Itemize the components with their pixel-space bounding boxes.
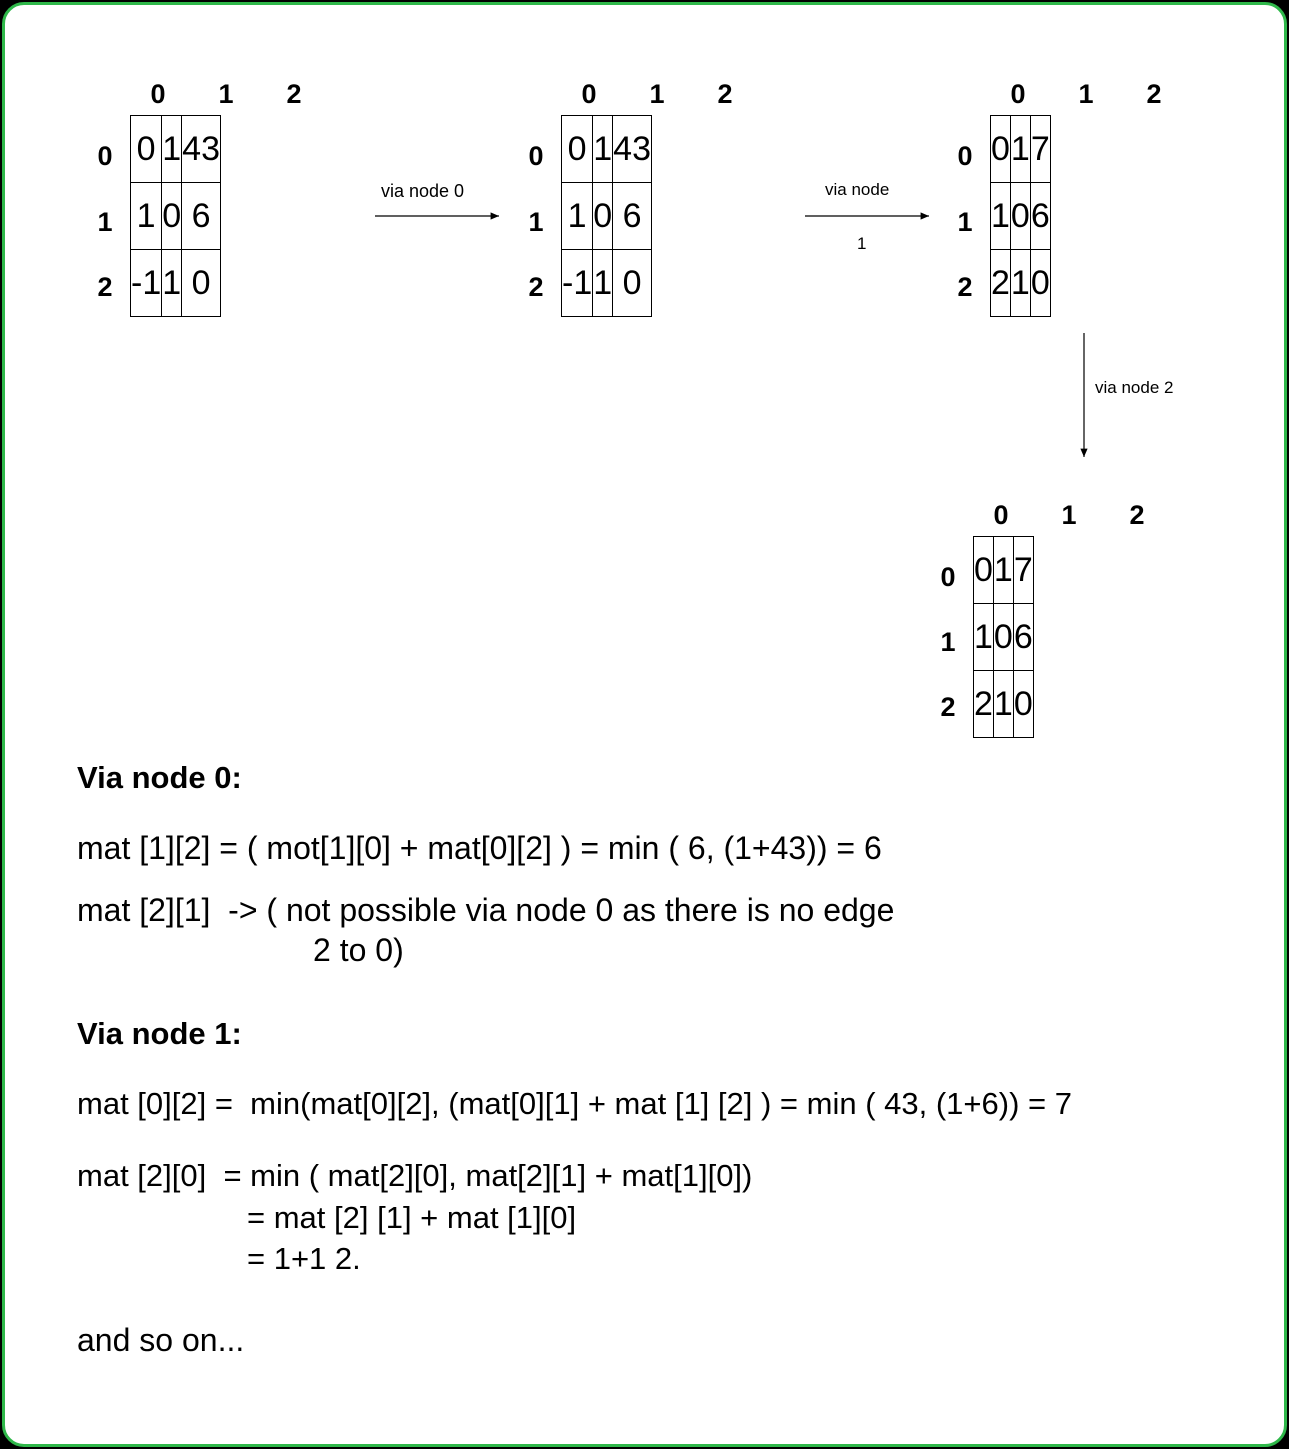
matrix-cell: 0 <box>974 537 994 604</box>
explanation-line: 2 to 0) <box>313 932 404 968</box>
arrow-label-via-node-2: via node 2 <box>1095 378 1174 397</box>
row-header: 2 <box>957 272 973 302</box>
matrix-cell: 6 <box>613 183 652 250</box>
matrix-cell: 1 <box>974 604 994 671</box>
col-header: 1 <box>1078 79 1094 109</box>
explanation-line: mat [0][2] = min(mat[0][2], (mat[0][1] + mat [1] [2] ) = min ( 43, (1+6)) = 7 <box>77 1086 1072 1121</box>
explanation-line: = mat [2] [1] + mat [1][0] <box>247 1200 577 1235</box>
col-header: 0 <box>993 500 1009 530</box>
matrix-cell: 2 <box>974 671 994 738</box>
matrix-cell: 1 <box>1010 250 1030 317</box>
arrow-label-via-node-1-number: 1 <box>857 234 867 253</box>
col-header: 1 <box>649 79 665 109</box>
matrix-cell: 0 <box>993 604 1013 671</box>
row-header: 1 <box>528 207 544 237</box>
matrix-cell: 0 <box>593 183 613 250</box>
explanation-line: mat [2][0] = min ( mat[2][0], mat[2][1] + mat[1][0]) <box>77 1158 753 1193</box>
row-header: 2 <box>940 692 956 722</box>
col-header: 2 <box>1129 500 1145 530</box>
matrix-cell: 1 <box>993 671 1013 738</box>
matrix-cell: 0 <box>1013 671 1033 738</box>
matrix-cell: 1 <box>162 250 182 317</box>
matrix-cell: 43 <box>182 116 221 183</box>
matrix-cell: 2 <box>991 250 1011 317</box>
row-header: 0 <box>957 141 973 171</box>
heading-via-node-1: Via node 1: <box>77 1016 242 1051</box>
explanation-line: = 1+1 2. <box>247 1241 361 1276</box>
col-header: 0 <box>581 79 597 109</box>
col-header: 1 <box>218 79 234 109</box>
col-header: 2 <box>717 79 733 109</box>
matrix-cell: 1 <box>562 183 593 250</box>
col-header: 0 <box>1010 79 1026 109</box>
matrix-cell: 0 <box>131 116 162 183</box>
col-header: 1 <box>1061 500 1077 530</box>
diagram-frame <box>2 2 1287 1447</box>
matrix-cell: 1 <box>131 183 162 250</box>
row-header: 2 <box>528 272 544 302</box>
matrix-cell: 7 <box>1030 116 1050 183</box>
matrix-cell: 43 <box>613 116 652 183</box>
row-header: 1 <box>940 627 956 657</box>
matrix-cell: 0 <box>162 183 182 250</box>
matrix-cell: 1 <box>162 116 182 183</box>
row-header: 0 <box>528 141 544 171</box>
matrix-cell: 0 <box>613 250 652 317</box>
explanation-line: mat [1][2] = ( mot[1][0] + mat[0][2] ) = min ( 6, (1+43)) = 6 <box>77 830 882 866</box>
matrix-cell: 6 <box>182 183 221 250</box>
heading-via-node-0: Via node 0: <box>77 760 242 795</box>
matrix-cell: 1 <box>993 537 1013 604</box>
matrix-cell: 0 <box>562 116 593 183</box>
matrix-cell: 0 <box>1010 183 1030 250</box>
col-header: 2 <box>1146 79 1162 109</box>
row-header: 0 <box>940 562 956 592</box>
closing-text: and so on... <box>77 1322 245 1358</box>
transition-arrows <box>5 5 1284 1444</box>
arrow-label-via-node-1: via node <box>825 180 890 199</box>
matrix-cell: -1 <box>131 250 162 317</box>
matrix-cell: 7 <box>1013 537 1033 604</box>
row-header: 1 <box>957 207 973 237</box>
matrix-cell: -1 <box>562 250 593 317</box>
col-header: 2 <box>286 79 302 109</box>
matrix-cell: 6 <box>1030 183 1050 250</box>
matrix-cell: 1 <box>593 250 613 317</box>
matrix-cell: 0 <box>1030 250 1050 317</box>
matrix-cell: 1 <box>991 183 1011 250</box>
row-header: 0 <box>97 141 113 171</box>
arrow-label-via-node-0: via node 0 <box>381 181 465 201</box>
matrix-cell: 0 <box>182 250 221 317</box>
matrix-cell: 1 <box>1010 116 1030 183</box>
matrix-cell: 0 <box>991 116 1011 183</box>
col-header: 0 <box>150 79 166 109</box>
row-header: 1 <box>97 207 113 237</box>
explanation-line: mat [2][1] -> ( not possible via node 0 as there is no edge <box>77 892 895 928</box>
row-header: 2 <box>97 272 113 302</box>
matrix-cell: 1 <box>593 116 613 183</box>
matrix-cell: 6 <box>1013 604 1033 671</box>
